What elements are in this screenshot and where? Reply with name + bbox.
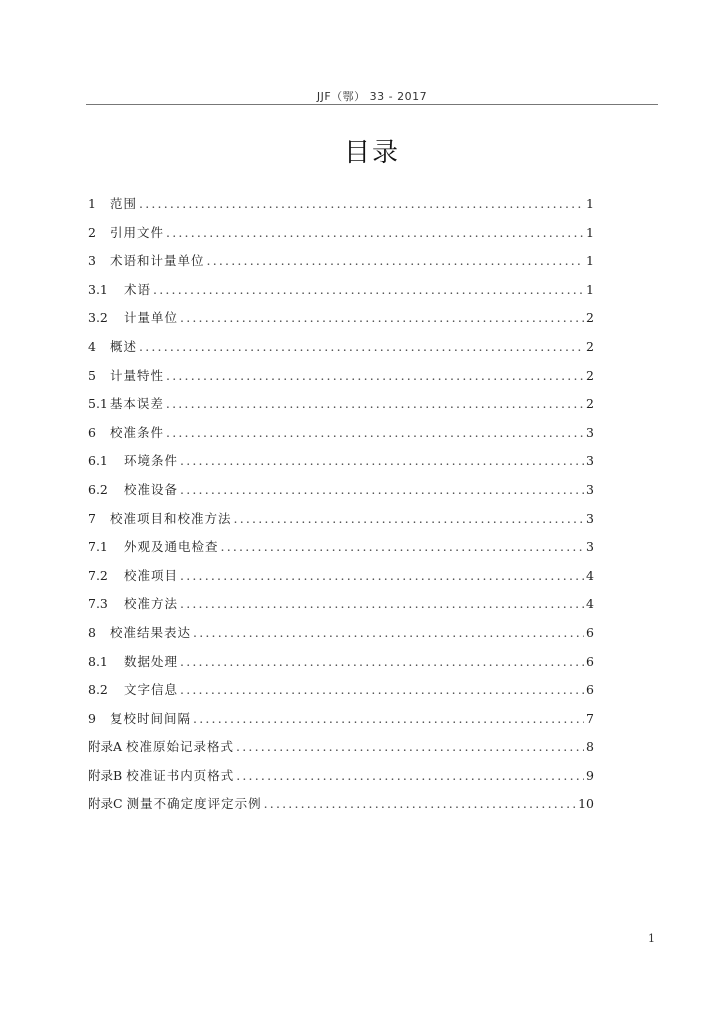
toc-dot-leader xyxy=(180,476,584,505)
toc-entry-number: 附录C xyxy=(88,796,123,812)
toc-entry[interactable] xyxy=(88,648,594,677)
toc-dot-leader xyxy=(153,276,584,305)
toc-entry-page: 1 xyxy=(586,253,594,269)
toc-dot-leader xyxy=(193,619,584,648)
toc-entry[interactable] xyxy=(88,733,594,762)
header-divider xyxy=(86,104,658,105)
toc-entry-number: 7.1 xyxy=(88,539,108,555)
toc-entry-title: 校准方法 xyxy=(124,596,179,612)
toc-dot-leader xyxy=(166,419,584,448)
page-title: 目录 xyxy=(343,138,400,168)
toc-entry-page: 4 xyxy=(586,567,594,583)
toc-entry[interactable] xyxy=(88,304,594,333)
toc-entry-number: 1 xyxy=(88,196,96,211)
toc-entry-title: 校准项目和校准方法 xyxy=(110,510,232,526)
toc-entry-page: 6 xyxy=(586,624,594,640)
toc-entry-title: 环境条件 xyxy=(124,453,179,469)
toc-entry-number: 附录B xyxy=(88,767,123,783)
toc-entry-number: 6 xyxy=(88,424,96,440)
toc-dot-leader xyxy=(264,790,577,819)
toc-entry-page: 7 xyxy=(586,710,594,726)
toc-entry-number: 8 xyxy=(88,624,96,640)
toc-entry-page: 3 xyxy=(586,539,594,555)
toc-dot-leader xyxy=(166,390,584,419)
toc-entry[interactable] xyxy=(88,219,594,248)
toc-entry-number: 3.1 xyxy=(88,281,108,297)
toc-entry[interactable] xyxy=(88,476,594,505)
toc-entry-page: 2 xyxy=(586,396,594,412)
toc-entry[interactable] xyxy=(88,362,594,391)
toc-entry-page: 2 xyxy=(586,310,594,326)
toc-entry-number: 9 xyxy=(88,710,96,726)
toc-entry-title: 校准结果表达 xyxy=(110,624,192,640)
toc-entry-page: 4 xyxy=(586,596,594,612)
toc-entry-page: 6 xyxy=(586,653,594,669)
toc-dot-leader xyxy=(180,648,584,677)
toc-entry-page: 6 xyxy=(586,682,594,698)
toc-entry[interactable] xyxy=(88,390,594,419)
toc-entry-title: 计量特性 xyxy=(110,367,165,383)
toc-entry-title: 范围 xyxy=(110,196,138,211)
toc-entry-title: 校准设备 xyxy=(124,481,179,497)
toc-entry-title: 数据处理 xyxy=(124,653,179,669)
toc-entry-number: 6.1 xyxy=(88,453,108,469)
toc-entry-title: 校准项目 xyxy=(124,567,179,583)
toc-entry-title: 校准证书内页格式 xyxy=(126,767,235,783)
toc-entry-number: 7.2 xyxy=(88,567,108,583)
toc-dot-leader xyxy=(236,762,584,791)
toc-entry-page: 9 xyxy=(586,767,594,783)
toc-dot-leader xyxy=(180,562,584,591)
toc-entry-page: 2 xyxy=(586,367,594,383)
toc-dot-leader xyxy=(234,505,585,534)
toc-entry-title: 引用文件 xyxy=(110,224,165,240)
toc-entry-number: 附录A xyxy=(88,739,123,755)
toc-entry-page: 3 xyxy=(586,453,594,469)
toc-entry-number: 6.2 xyxy=(88,481,108,497)
toc-entry-number: 5 xyxy=(88,367,96,383)
toc-entry[interactable] xyxy=(88,276,594,305)
toc-entry-title: 校准原始记录格式 xyxy=(126,739,235,755)
toc-entry-title: 外观及通电检查 xyxy=(124,539,219,555)
toc-dot-leader xyxy=(207,247,585,276)
toc-entry-title: 术语和计量单位 xyxy=(110,253,205,269)
toc-dot-leader xyxy=(139,333,584,362)
toc-entry[interactable] xyxy=(88,790,594,819)
toc-entry-number: 7.3 xyxy=(88,596,108,612)
toc-entry-title: 校准条件 xyxy=(110,424,165,440)
toc-entry-page: 1 xyxy=(586,281,594,297)
toc-entry-number: 2 xyxy=(88,224,96,240)
toc-entry-title: 测量不确定度评定示例 xyxy=(126,796,262,812)
toc-dot-leader xyxy=(180,590,584,619)
toc-entry-page: 8 xyxy=(586,739,594,755)
toc-entry-title: 术语 xyxy=(124,281,152,297)
toc-entry-title: 计量单位 xyxy=(124,310,179,326)
toc-dot-leader xyxy=(180,676,584,705)
toc-entry-page: 1 xyxy=(586,224,594,240)
toc-entry-number: 3.2 xyxy=(88,310,108,326)
toc-entry-number: 7 xyxy=(88,510,96,526)
toc-entry-title: 概述 xyxy=(110,338,138,354)
toc-entry-number: 3 xyxy=(88,253,96,269)
toc-dot-leader xyxy=(166,362,584,391)
toc-dot-leader xyxy=(221,533,585,562)
footer-page-number: 1 xyxy=(648,932,655,945)
toc-dot-leader xyxy=(166,219,584,248)
toc-entry-number: 4 xyxy=(88,338,96,354)
toc-dot-leader xyxy=(180,304,584,333)
table-of-contents xyxy=(88,190,594,819)
toc-dot-leader xyxy=(139,190,584,219)
toc-entry-page: 2 xyxy=(586,338,594,354)
toc-entry-page: 10 xyxy=(578,796,594,812)
toc-entry-page: 3 xyxy=(586,510,594,526)
toc-entry-page: 3 xyxy=(586,481,594,497)
toc-entry-page: 1 xyxy=(586,196,594,211)
toc-entry[interactable] xyxy=(88,247,594,276)
toc-entry[interactable] xyxy=(88,533,594,562)
toc-entry[interactable] xyxy=(88,419,594,448)
toc-entry[interactable] xyxy=(88,333,594,362)
toc-entry-page: 3 xyxy=(586,424,594,440)
toc-entry[interactable] xyxy=(88,562,594,591)
toc-entry[interactable] xyxy=(88,190,594,219)
toc-dot-leader xyxy=(193,705,584,734)
toc-entry[interactable] xyxy=(88,762,594,791)
toc-entry-title: 文字信息 xyxy=(124,682,179,698)
toc-entry-title: 基本误差 xyxy=(109,396,164,412)
document-header-code: JJF（鄂） 33 - 2017 xyxy=(316,90,428,103)
toc-dot-leader xyxy=(180,447,584,476)
toc-entry[interactable] xyxy=(88,505,594,534)
toc-entry[interactable] xyxy=(88,447,594,476)
toc-entry[interactable] xyxy=(88,590,594,619)
toc-entry-number: 8.2 xyxy=(88,682,108,698)
toc-entry[interactable] xyxy=(88,619,594,648)
toc-entry-number: 5.1 xyxy=(88,396,108,412)
toc-entry[interactable] xyxy=(88,705,594,734)
toc-dot-leader xyxy=(236,733,584,762)
toc-entry-number: 8.1 xyxy=(88,653,108,669)
toc-entry[interactable] xyxy=(88,676,594,705)
toc-entry-title: 复校时间间隔 xyxy=(110,710,192,726)
